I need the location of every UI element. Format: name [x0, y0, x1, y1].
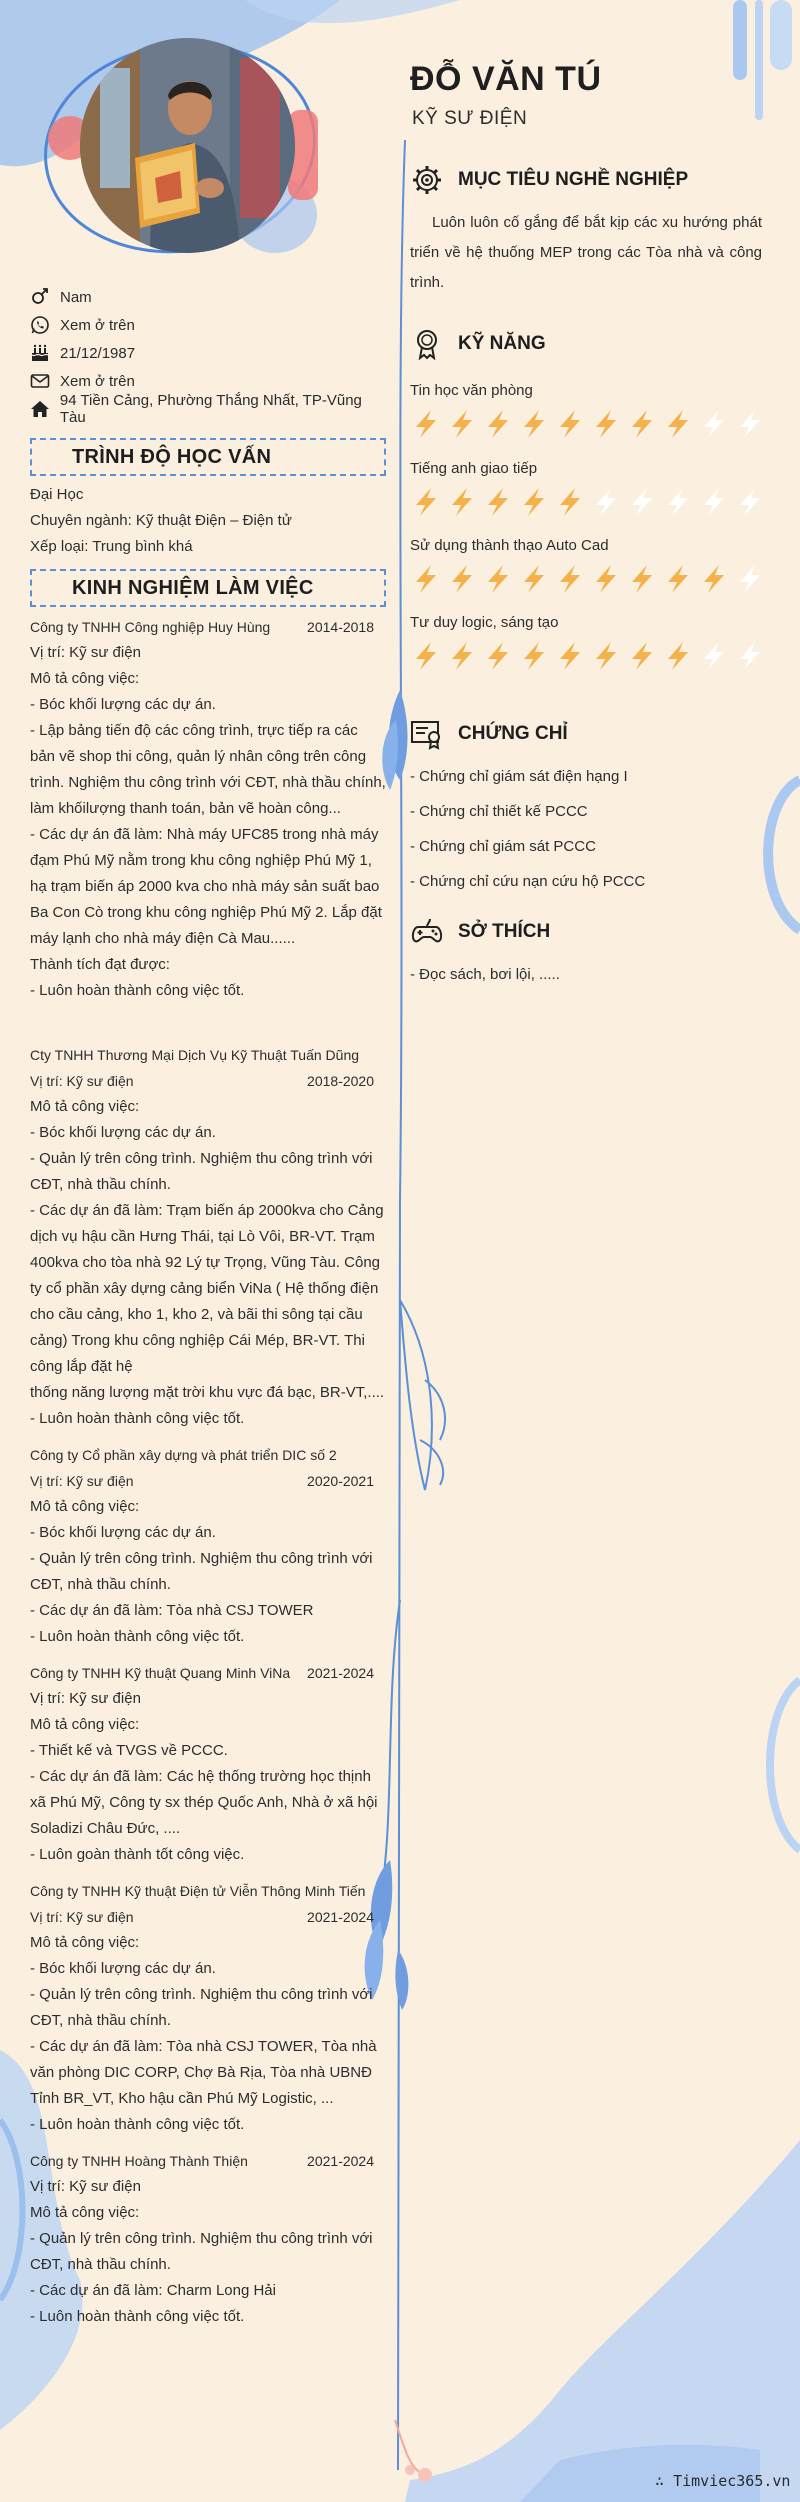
skill-name: Sử dụng thành thạo Auto Cad — [410, 537, 609, 554]
bolt-filled-icon — [518, 563, 550, 595]
job-line: Mô tả công việc: — [30, 1716, 140, 1733]
job-line: thống năng lượng mặt trời khu vực đá bạc, BR-VT,.... — [30, 1384, 385, 1401]
certificates-heading-label: CHỨNG CHỈ — [458, 723, 568, 744]
job-company: Công ty TNHH Kỹ thuật Điện tử Viễn Thông Minh Tiến — [30, 1883, 366, 1899]
experience-content — [30, 614, 386, 2340]
job-header — [30, 1660, 386, 1686]
bolt-filled-icon — [626, 640, 658, 672]
contact-info — [30, 283, 390, 426]
bolt-filled-icon — [626, 563, 658, 595]
education-line: Xếp loại: Trung bình khá — [30, 538, 193, 555]
job-line: Mô tả công việc: — [30, 1934, 140, 1951]
job-line: Vị trí: Kỹ sư điện — [30, 2178, 141, 2195]
job-line: - Luôn hoàn thành công việc tốt. — [30, 1410, 245, 1427]
bolt-empty-icon — [698, 408, 730, 440]
job-years: 2018-2020 — [307, 1073, 374, 1089]
bolt-filled-icon — [482, 640, 514, 672]
contact-phone — [30, 311, 390, 339]
job-header — [30, 614, 386, 640]
skill-rating — [410, 640, 770, 674]
job-entry — [30, 1878, 386, 2138]
certificates-heading — [410, 716, 568, 752]
job-company: Cty TNHH Thương Mại Dịch Vụ Kỹ Thuật Tuấn Dũng — [30, 1047, 360, 1063]
bolt-filled-icon — [662, 408, 694, 440]
bolt-filled-icon — [446, 408, 478, 440]
job-line: - Các dự án đã làm: Trạm biến áp 2000kva cho Cảng dịch vụ hậu cần Hưng Thái, tại Lò Vôi, BR-VT. Trạm 400kva cho tòa nhà 92 Lý tự Trọng, Vũng Tàu. Công ty cổ phần xây dựng cảng biển ViNa ( Hệ thống điện cho cầu cảng, kho 1, kho 2, và bãi thi sông tại cầu cảng) Trong khu công nghiệp Cái Mép, BR-VT. Thi công lắp đặt hệ — [30, 1202, 384, 1375]
job-line: - Quản lý trên công trình. Nghiệm thu công trình với CĐT, nhà thầu chính. — [30, 1150, 373, 1193]
bolt-empty-icon — [698, 640, 730, 672]
certificate-icon — [410, 717, 444, 751]
job-line: - Luôn goàn thành tốt công việc. — [30, 1846, 245, 1863]
brand-mark-icon: ∴ — [655, 2472, 665, 2490]
job-line: - Các dự án đã làm: Các hệ thống trường học thịnh xã Phú Mỹ, Công ty sx thép Quốc Anh, Nhà ở xã hội Soladizi Châu Đức, .... — [30, 1768, 378, 1837]
job-line: - Luôn hoàn thành công việc tốt. — [30, 2116, 245, 2133]
job-line: Mô tả công việc: — [30, 1098, 140, 1115]
skill-name: Tư duy logic, sáng tạo — [410, 614, 559, 631]
job-line: - Luôn hoàn thành công việc tốt. — [30, 982, 245, 999]
skill-name: Tiếng anh giao tiếp — [410, 460, 538, 477]
bolt-empty-icon — [698, 486, 730, 518]
contact-birthday — [30, 339, 390, 367]
job-line: - Thiết kế và TVGS về PCCC. — [30, 1742, 228, 1759]
job-line: - Các dự án đã làm: Tòa nhà CSJ TOWER — [30, 1602, 314, 1619]
hobbies-list — [410, 957, 770, 992]
bolt-filled-icon — [446, 486, 478, 518]
job-company: Công ty TNHH Kỹ thuật Quang Minh ViNa — [30, 1665, 291, 1681]
skill-rating — [410, 486, 770, 520]
job-years: 2021-2024 — [307, 2153, 374, 2169]
gender-value: Nam — [60, 288, 92, 306]
bolt-filled-icon — [482, 563, 514, 595]
skill-rating — [410, 408, 770, 442]
job-line: - Các dự án đã làm: Nhà máy UFC85 trong nhà máy đạm Phú Mỹ nằm trong khu công nghiệp Phú Mỹ 1, hạ trạm biến áp 2000 kva cho nhà máy sản suất bao Ba Con Cò trong khu công nghiệp Phú Mỹ 2. Lắp đặt máy lạnh cho nhà máy điện Cà Mau...... — [30, 826, 382, 947]
bolt-filled-icon — [410, 486, 442, 518]
person-reading-image — [80, 38, 295, 253]
job-years: 2020-2021 — [307, 1473, 374, 1489]
job-line: Mô tả công việc: — [30, 1498, 140, 1515]
whatsapp-icon — [30, 315, 60, 335]
address-value: 94 Tiền Cảng, Phường Thắng Nhất, TP-Vũng Tàu — [59, 392, 362, 426]
job-years: 2021-2024 — [307, 1665, 374, 1681]
bolt-filled-icon — [590, 563, 622, 595]
education-heading: TRÌNH ĐỘ HỌC VẤN — [30, 438, 386, 476]
bolt-filled-icon — [554, 486, 586, 518]
gender-icon — [30, 287, 60, 307]
bolt-filled-icon — [482, 486, 514, 518]
job-line: - Bóc khối lượng các dự án. — [30, 696, 216, 713]
bolt-filled-icon — [662, 640, 694, 672]
job-entry — [30, 1442, 386, 1650]
job-position: Vị trí: Kỹ sư điện — [30, 1909, 134, 1925]
bolt-filled-icon — [446, 563, 478, 595]
email-value: Xem ở trên — [60, 372, 135, 390]
bolt-filled-icon — [410, 640, 442, 672]
job-line: - Quản lý trên công trình. Nghiệm thu công trình với CĐT, nhà thầu chính. — [30, 1986, 373, 2029]
skill-name: Tin học văn phòng — [410, 382, 533, 399]
certificate-item: - Chứng chỉ giám sát điện hạng I — [410, 768, 628, 785]
job-line: - Bóc khối lượng các dự án. — [30, 1524, 216, 1541]
profile-photo-frame — [30, 30, 350, 260]
envelope-icon — [30, 371, 60, 391]
bolt-filled-icon — [518, 486, 550, 518]
bolt-filled-icon — [554, 640, 586, 672]
job-header — [30, 1878, 386, 1904]
skill-rating — [410, 563, 770, 597]
job-line: Vị trí: Kỹ sư điện — [30, 1690, 141, 1707]
bolt-filled-icon — [518, 408, 550, 440]
bolt-filled-icon — [626, 408, 658, 440]
experience-heading: KINH NGHIỆM LÀM VIỆC — [30, 569, 386, 607]
job-company: Công ty Cổ phần xây dựng và phát triển DIC số 2 — [30, 1447, 337, 1463]
job-company: Công ty TNHH Công nghiệp Huy Hùng — [30, 619, 271, 635]
job-years: 2021-2024 — [307, 1909, 374, 1925]
job-line: Mô tả công việc: — [30, 670, 140, 687]
job-line: Thành tích đạt được: — [30, 956, 170, 973]
job-line: - Quản lý trên công trình. Nghiệm thu công trình với CĐT, nhà thầu chính. — [30, 2230, 373, 2273]
certificate-item: - Chứng chỉ thiết kế PCCC — [410, 803, 588, 820]
skills-heading-label: KỸ NĂNG — [458, 333, 546, 354]
bolt-filled-icon — [554, 408, 586, 440]
bolt-filled-icon — [698, 563, 730, 595]
candidate-name: ĐỖ VĂN TÚ — [410, 60, 602, 98]
job-position-row — [30, 1904, 386, 1930]
job-position-row — [30, 1468, 386, 1494]
certificate-item: - Chứng chỉ cứu nạn cứu hộ PCCC — [410, 873, 646, 890]
job-header — [30, 1442, 386, 1468]
gamepad-icon — [410, 915, 444, 949]
job-line: - Luôn hoàn thành công việc tốt. — [30, 1628, 245, 1645]
bolt-filled-icon — [554, 563, 586, 595]
birthday-cake-icon — [30, 343, 60, 363]
job-line: - Lập bảng tiến độ các công trình, trực tiếp ra các bản vẽ shop thi công, quản lý nhân công trên công trình. Nghiệm thu công trình với CĐT, nhà thầu chính, làm khốilượng thanh toán, bản vẽ hoàn công... — [30, 722, 386, 817]
skill-item — [410, 382, 770, 442]
bolt-filled-icon — [410, 408, 442, 440]
medal-icon — [410, 327, 444, 361]
birthday-value: 21/12/1987 — [60, 344, 136, 362]
objective-text: Luôn luôn cố gắng để bắt kịp các xu hướng phát triển về hệ thuống MEP trong các Tòa nhà và công trình. — [410, 214, 762, 291]
job-header — [30, 2148, 386, 2174]
bolt-filled-icon — [446, 640, 478, 672]
skill-item — [410, 460, 770, 520]
hobby-item: - Đọc sách, bơi lội, ..... — [410, 966, 560, 983]
contact-gender — [30, 283, 390, 311]
hobbies-heading-label: SỞ THÍCH — [458, 921, 551, 942]
job-line: Vị trí: Kỹ sư điện — [30, 644, 141, 661]
job-position-row — [30, 1068, 386, 1094]
hobbies-heading — [410, 914, 550, 950]
bolt-empty-icon — [734, 640, 766, 672]
bolt-filled-icon — [590, 640, 622, 672]
skill-item — [410, 537, 770, 597]
certificates-list — [410, 759, 770, 899]
bolt-filled-icon — [410, 563, 442, 595]
contact-email — [30, 367, 390, 395]
job-company: Công ty TNHH Hoàng Thành Thiện — [30, 2153, 248, 2169]
skills-heading — [410, 326, 546, 362]
bolt-filled-icon — [662, 563, 694, 595]
job-entry — [30, 614, 386, 1004]
job-line: - Bóc khối lượng các dự án. — [30, 1124, 216, 1141]
brand-name: Timviec365.vn — [673, 2472, 791, 2490]
job-header — [30, 1042, 386, 1068]
education-line: Đại Học — [30, 486, 84, 503]
avatar — [80, 38, 295, 253]
candidate-title: KỸ SƯ ĐIỆN — [412, 108, 528, 129]
certificate-item: - Chứng chỉ giám sát PCCC — [410, 838, 596, 855]
contact-address — [30, 392, 390, 426]
bolt-empty-icon — [734, 486, 766, 518]
bolt-empty-icon — [662, 486, 694, 518]
job-position: Vị trí: Kỹ sư điện — [30, 1073, 134, 1089]
bolt-filled-icon — [590, 408, 622, 440]
bolt-empty-icon — [734, 408, 766, 440]
job-position: Vị trí: Kỹ sư điện — [30, 1473, 134, 1489]
job-line: - Bóc khối lượng các dự án. — [30, 1960, 216, 1977]
bolt-empty-icon — [734, 563, 766, 595]
job-entry — [30, 1660, 386, 1868]
gear-target-icon — [410, 163, 444, 197]
objective-heading — [410, 162, 688, 198]
objective-heading-label: MỤC TIÊU NGHỀ NGHIỆP — [458, 169, 689, 190]
job-line: - Luôn hoàn thành công việc tốt. — [30, 2308, 245, 2325]
bolt-filled-icon — [482, 408, 514, 440]
job-line: - Các dự án đã làm: Charm Long Hải — [30, 2282, 276, 2299]
education-content — [30, 482, 386, 560]
job-line: - Các dự án đã làm: Tòa nhà CSJ TOWER, Tòa nhà văn phòng DIC CORP, Chợ Bà Rịa, Tòa nhà UBNĐ Tỉnh BR_VT, Kho hậu cần Phú Mỹ Logistic, ... — [30, 2038, 377, 2107]
job-years: 2014-2018 — [307, 619, 374, 635]
phone-value: Xem ở trên — [60, 316, 135, 334]
bolt-empty-icon — [626, 486, 658, 518]
job-line: Mô tả công việc: — [30, 2204, 140, 2221]
job-line: - Quản lý trên công trình. Nghiệm thu công trình với CĐT, nhà thầu chính. — [30, 1550, 373, 1593]
brand-footer — [655, 2472, 790, 2490]
skill-item — [410, 614, 770, 674]
education-line: Chuyên ngành: Kỹ thuật Điện – Điện tử — [30, 512, 292, 529]
bolt-empty-icon — [590, 486, 622, 518]
job-entry — [30, 2148, 386, 2330]
home-icon — [30, 399, 60, 419]
bolt-filled-icon — [518, 640, 550, 672]
job-entry — [30, 1042, 386, 1432]
